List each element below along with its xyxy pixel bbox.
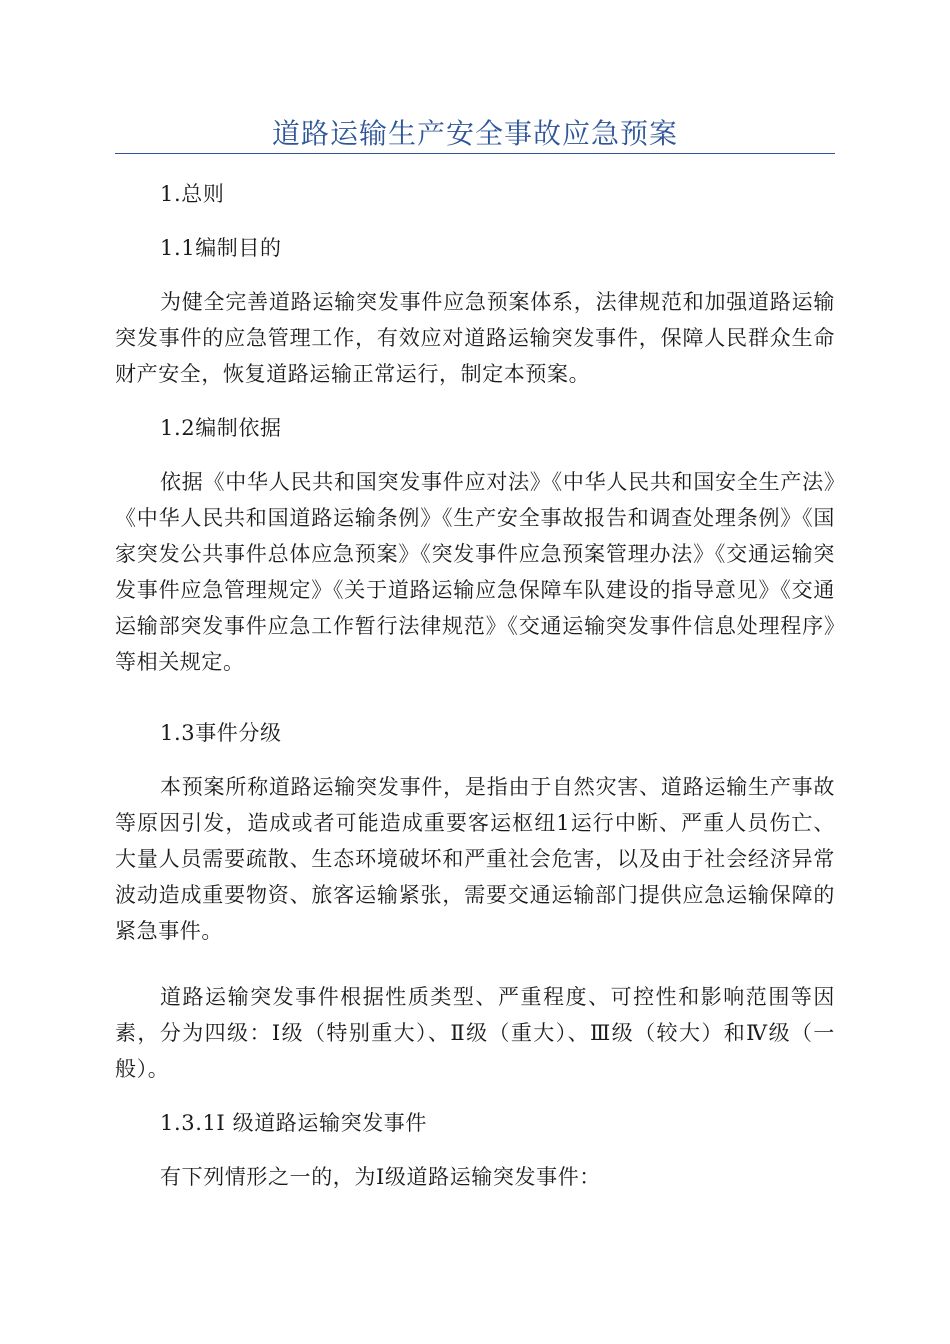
heading-basis: 1.2编制依据 [160, 416, 282, 440]
heading-level-one: 1.3.1Ⅰ 级道路运输突发事件 [160, 1111, 428, 1135]
document-title: 道路运输生产安全事故应急预案 [271, 117, 678, 150]
paragraph-definition: 本预案所称道路运输突发事件，是指由于自然灾害、道路运输生产事故等原因引发，造成或者可能造成重要客运枢纽1运行中断、严重人员伤亡、大量人员需要疏散、生态环境破坏和严重社会危害，以及由于社会经济异常波动造成重要物资、旅客运输紧张，需要交通运输部门提供应急运输保障的紧急事件。 [115, 775, 835, 943]
heading-purpose: 1.1编制目的 [160, 236, 282, 260]
paragraph-levels: 道路运输突发事件根据性质类型、严重程度、可控性和影响范围等因素，分为四级：Ⅰ级（特别重大）、Ⅱ级（重大）、Ⅲ级（较大）和Ⅳ级（一般）。 [115, 985, 835, 1081]
paragraph-purpose: 为健全完善道路运输突发事件应急预案体系，法律规范和加强道路运输突发事件的应急管理工作，有效应对道路运输突发事件，保障人民群众生命财产安全，恢复道路运输正常运行，制定本预案。 [115, 290, 835, 386]
title-underline [115, 153, 835, 154]
heading-classification: 1.3事件分级 [160, 721, 282, 745]
paragraph-basis: 依据《中华人民共和国突发事件应对法》《中华人民共和国安全生产法》《中华人民共和国道路运输条例》《生产安全事故报告和调查处理条例》《国家突发公共事件总体应急预案》《突发事件应急预案管理办法》《交通运输突发事件应急管理规定》《关于道路运输应急保障车队建设的指导意见》《交通运输部突发事件应急工作暂行法律规范》《交通运输突发事件信息处理程序》等相关规定。 [115, 470, 835, 674]
heading-general: 1.总则 [160, 182, 225, 206]
paragraph-level-one-intro: 有下列情形之一的，为Ⅰ级道路运输突发事件： [160, 1165, 601, 1189]
